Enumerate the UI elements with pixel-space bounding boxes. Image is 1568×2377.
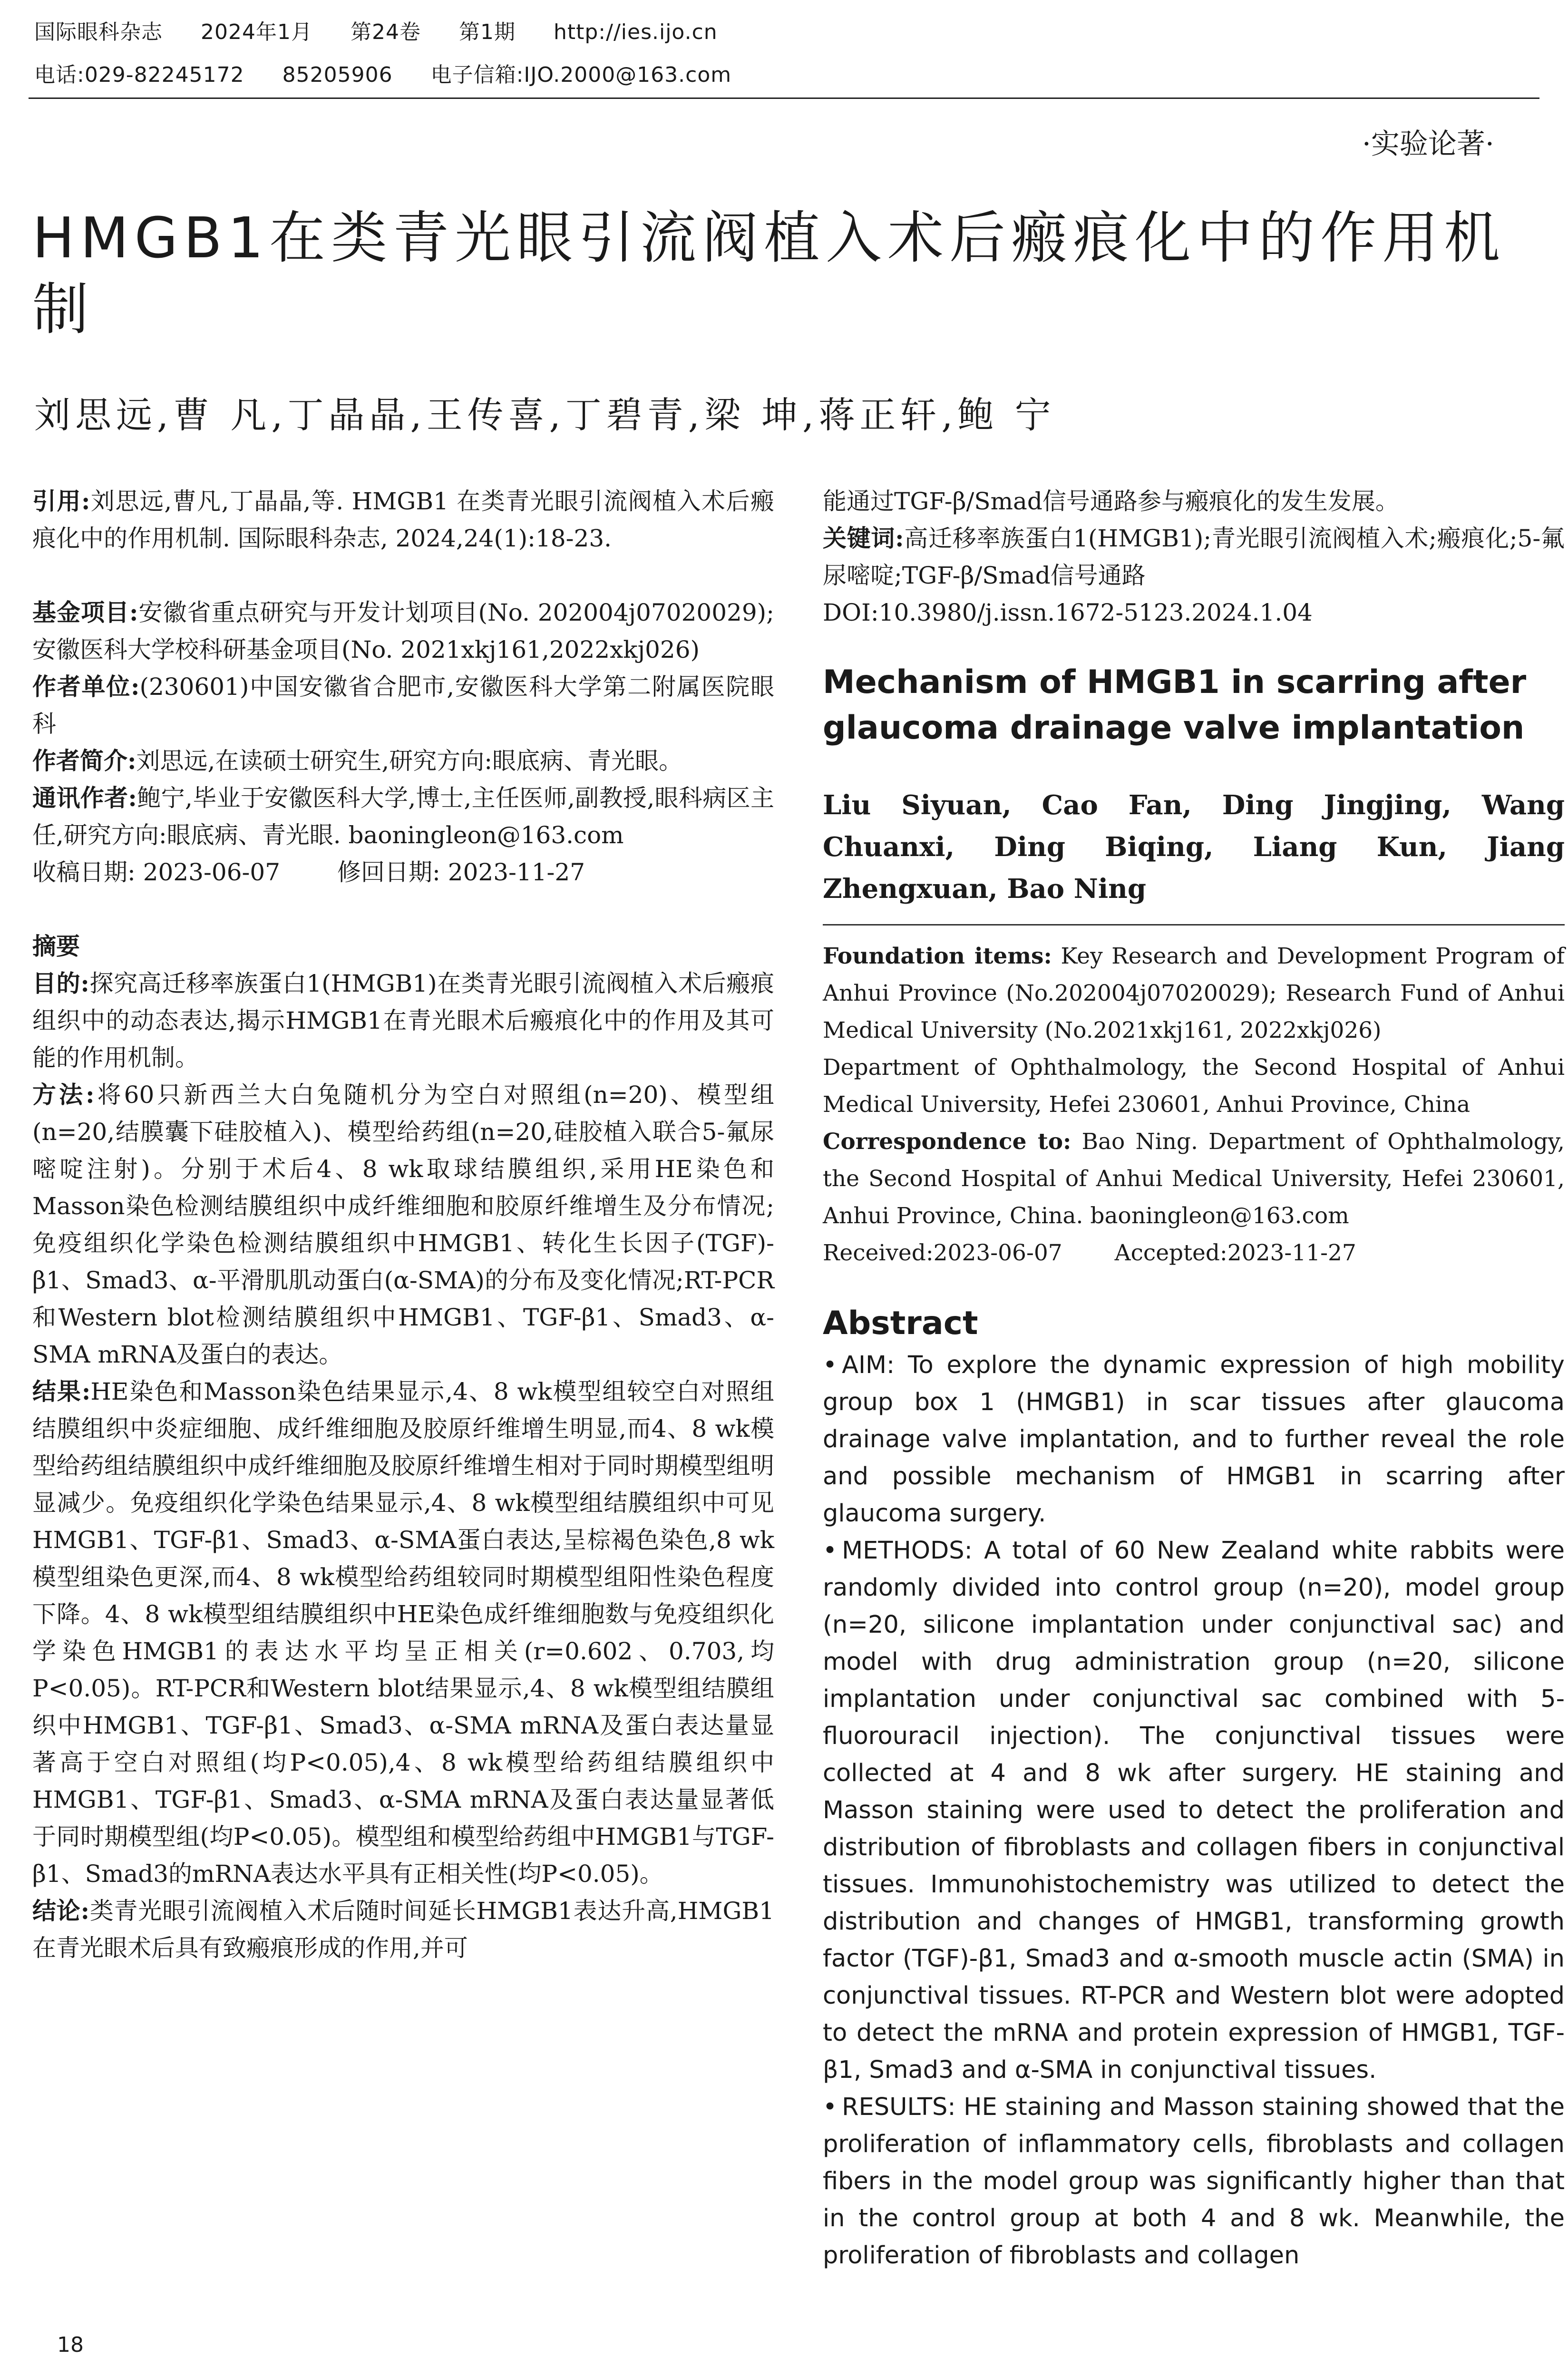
header-divider bbox=[29, 97, 1539, 99]
volume: 第24卷 bbox=[350, 20, 421, 44]
abstract-conclusion-cn-continued: 能通过TGF-β/Smad信号通路参与瘢痕化的发生发展。 bbox=[823, 487, 1399, 515]
bullet-icon: • bbox=[823, 2093, 838, 2121]
journal-email[interactable]: 电子信箱:IJO.2000@163.com bbox=[430, 63, 732, 87]
doi[interactable]: DOI:10.3980/j.issn.1672-5123.2024.1.04 bbox=[823, 599, 1313, 626]
left-column bbox=[32, 483, 774, 1967]
author-bio: 作者简介:刘思远,在读硕士研究生,研究方向:眼底病、青光眼。 bbox=[32, 747, 683, 775]
english-section-divider bbox=[823, 924, 1565, 925]
english-title: Mechanism of HMGB1 in scarring after glaucoma drainage valve implantation bbox=[823, 663, 1527, 747]
issue-date: 2024年1月 bbox=[201, 20, 312, 44]
journal-header-line-1 bbox=[34, 18, 756, 47]
abstract-results-en: • RESULTS: HE staining and Masson staining showed that the proliferation of inflammatory cells, fibroblasts and collagen fibers in the model group was significantly higher than that in the control group at both 4 and 8 wk. Meanwhile, the proliferation of fibroblasts and collagen bbox=[823, 2093, 1565, 2270]
english-authors: Liu Siyuan, Cao Fan, Ding Jingjing, Wang Chuanxi, Ding Biqing, Liang Kun, Jiang Zhengxuan, Bao Ning bbox=[823, 789, 1565, 905]
bullet-icon: • bbox=[823, 1351, 838, 1379]
section-label: ·实验论著· bbox=[1362, 127, 1494, 161]
foundation-items: Foundation items: Key Research and Development Program of Anhui Province (No.202004j07020029); Research Fund of Anhui Medical University (No.2021xkj161, 2022xkj026) bbox=[823, 943, 1565, 1043]
issue-number: 第1期 bbox=[458, 20, 516, 44]
corresponding-author: 通讯作者:鲍宁,毕业于安徽医科大学,博士,主任医师,副教授,眼科病区主任,研究方向:眼底病、青光眼. baoningleon@163.com bbox=[32, 784, 775, 849]
author-affiliation: 作者单位:(230601)中国安徽省合肥市,安徽医科大学第二附属医院眼科 bbox=[32, 672, 774, 738]
abstract-aim-en: • AIM: To explore the dynamic expression of high mobility group box 1 (HMGB1) in scar tissues after glaucoma drainage valve implantation, and to further reveal the role and possible mechanism of HMGB1 in scarring after glaucoma surgery. bbox=[823, 1351, 1565, 1528]
journal-name: 国际眼科杂志 bbox=[34, 20, 163, 44]
journal-header-line-2 bbox=[34, 61, 769, 89]
telephone-2: 85205906 bbox=[282, 63, 393, 87]
citation: 引用:刘思远,曹凡,丁晶晶,等. HMGB1 在类青光眼引流阀植入术后瘢痕化中的作用机制. 国际眼科杂志, 2024,24(1):18-23. bbox=[32, 487, 774, 552]
abstract-methods-en: • METHODS: A total of 60 New Zealand white rabbits were randomly divided into control group (n=20), model group (n=20, silicone implantation under conjunctival sac) and model with drug administration group (n=20, silicone implantation under conjunctival sac combined with 5-fluorouracil injection). The conjunctival tissues were collected at 4 and 8 wk after surgery. HE staining and Masson staining were used to detect the proliferation and distribution of fibroblasts and collagen fibers in conjunctival tissues. Immunohistochemistry was utilized to detect the distribution and changes of HMGB1, transforming growth factor (TGF)-β1, Smad3 and α-smooth muscle actin (SMA) in conjunctival tissues. RT-PCR and Western blot were adopted to detect the mRNA and protein expression of HMGB1, TGF-β1, Smad3 and α-SMA in conjunctival tissues. bbox=[823, 1537, 1565, 2084]
journal-url[interactable]: http://ies.ijo.cn bbox=[553, 20, 718, 44]
bullet-icon: • bbox=[823, 1537, 838, 1565]
author-list: 刘思远,曹 凡,丁晶晶,王传喜,丁碧青,梁 坤,蒋正轩,鲍 宁 bbox=[34, 394, 1056, 436]
keywords: 关键词:高迁移率族蛋白1(HMGB1);青光眼引流阀植入术;瘢痕化;5-氟尿嘧啶;TGF-β/Smad信号通路 bbox=[823, 524, 1565, 589]
abstract-methods-cn: 方法:将60只新西兰大白兔随机分为空白对照组(n=20)、模型组(n=20,结膜囊下硅胶植入)、模型给药组(n=20,硅胶植入联合5-氟尿嘧啶注射)。分别于术后4、8 wk取球结膜组织,采用HE染色和Masson染色检测结膜组织中成纤维细胞和胶原纤维增生及分布情况;免疫组织化学染色检测结膜组织中HMGB1、转化生长因子(TGF)-β1、Smad3、α-平滑肌肌动蛋白(α-SMA)的分布及变化情况;RT-PCR和Western blot检测结膜组织中HMGB1、TGF-β1、Smad3、α-SMA mRNA及蛋白的表达。 bbox=[32, 1081, 774, 1368]
fund-info: 基金项目:安徽省重点研究与开发计划项目(No. 202004j07020029);安徽医科大学校科研基金项目(No. 2021xkj161,2022xkj026) bbox=[32, 598, 774, 663]
page-number: 18 bbox=[57, 2333, 84, 2357]
article-title: HMGB1在类青光眼引流阀植入术后瘢痕化中的作用机制 bbox=[32, 205, 1506, 342]
telephone: 电话:029-82245172 bbox=[34, 63, 244, 87]
abstract-results-cn: 结果:HE染色和Masson染色结果显示,4、8 wk模型组较空白对照组结膜组织中炎症细胞、成纤维细胞及胶原纤维增生明显,而4、8 wk模型给药组结膜组织中成纤维细胞及胶原纤维增生相对于同时期模型组明显减少。免疫组织化学染色结果显示,4、8 wk模型组结膜组织中可见HMGB1、TGF-β1、Smad3、α-SMA蛋白表达,呈棕褐色染色,8 wk模型组染色更深,而4、8 wk模型给药组较同时期模型组阳性染色程度下降。4、8 wk模型组结膜组织中HE染色成纤维细胞数与免疫组织化学染色HMGB1的表达水平均呈正相关(r=0.602、0.703,均P<0.05)。RT-PCR和Western blot结果显示,4、8 wk模型组结膜组织中HMGB1、TGF-β1、Smad3、α-SMA mRNA及蛋白表达量显著高于空白对照组(均P<0.05),4、8 wk模型给药组结膜组织中HMGB1、TGF-β1、Smad3、α-SMA mRNA及蛋白表达量显著低于同时期模型组(均P<0.05)。模型组和模型给药组中HMGB1与TGF-β1、Smad3的mRNA表达水平具有正相关性(均P<0.05)。 bbox=[32, 1377, 774, 1888]
english-dates: Received:2023-06-07 Accepted:2023-11-27 bbox=[823, 1240, 1356, 1266]
english-correspondence: Correspondence to: Bao Ning. Department of Ophthalmology, the Second Hospital of Anhui Medical University, Hefei 230601, Anhui Province, China. baoningleon@163.com bbox=[823, 1129, 1565, 1229]
right-column bbox=[823, 483, 1565, 2274]
abstract-aim-cn: 目的:探究高迁移率族蛋白1(HMGB1)在类青光眼引流阀植入术后瘢痕组织中的动态表达,揭示HMGB1在青光眼术后瘢痕化中的作用及其可能的作用机制。 bbox=[32, 969, 774, 1072]
abstract-heading-en: Abstract bbox=[823, 1305, 978, 1342]
dates: 收稿日期: 2023-06-07 修回日期: 2023-11-27 bbox=[32, 858, 585, 886]
english-department: Department of Ophthalmology, the Second Hospital of Anhui Medical University, Hefei 230601, Anhui Province, China bbox=[823, 1054, 1565, 1118]
abstract-conclusion-cn: 结论:类青光眼引流阀植入术后随时间延长HMGB1表达升高,HMGB1在青光眼术后具有致瘢痕形成的作用,并可 bbox=[32, 1897, 774, 1962]
abstract-heading-cn: 摘要 bbox=[32, 932, 80, 960]
